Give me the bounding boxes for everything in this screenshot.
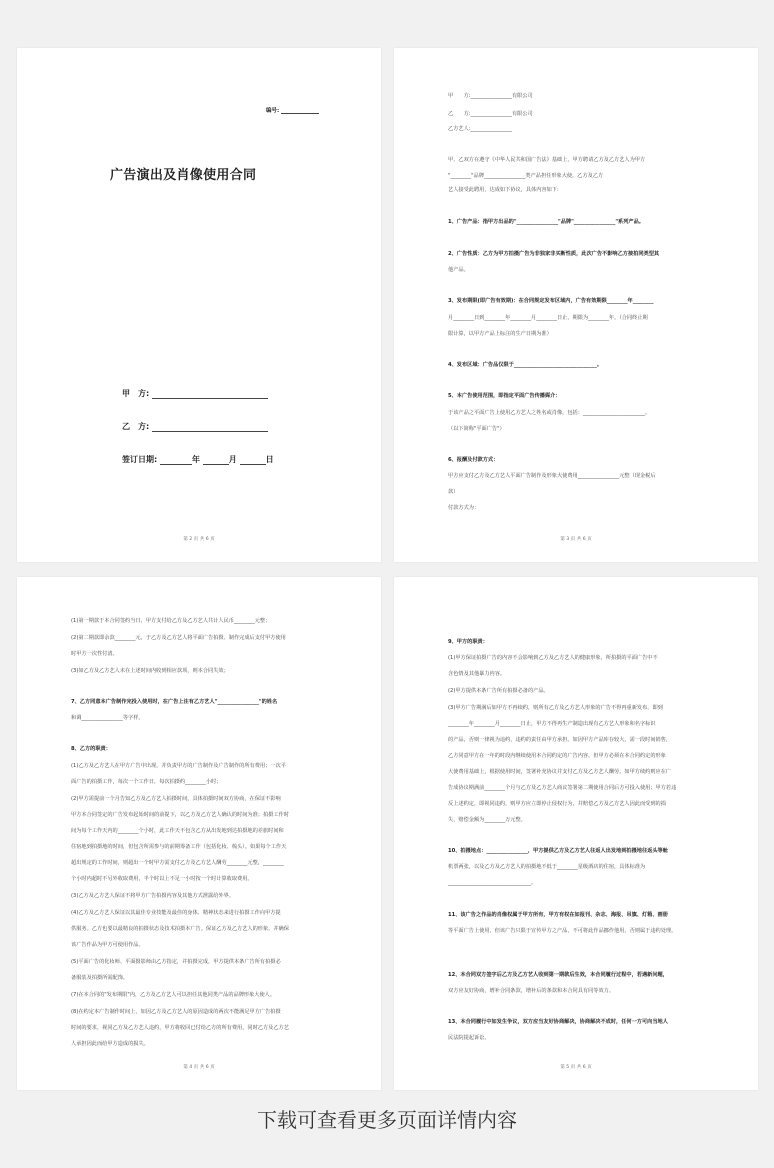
body-line: (8)在约定本广告制作时间上，如因乙方及乙方艺人的原因造成的两次不能满足甲方广告拍摄 xyxy=(71,1009,281,1015)
contract-page-3 xyxy=(394,48,758,562)
party-b-label: 乙 方: xyxy=(122,422,150,431)
body-line: (2)甲方需提前一个月告知乙方及乙方艺人拍摄时间，具体拍摄时间双方协商，在保证不影响 xyxy=(71,796,281,802)
body-line: 供服务。乙方也要以最精良的拍摄状态及技术拍摄本广告。保证乙方及乙方艺人的形象，并确保 xyxy=(71,926,289,932)
body-line: ________________________________。 xyxy=(448,880,537,886)
body-line: 告成协议期满前________个月与乙方及乙方艺人商议签署第二期使用合同后方可投入使用；甲方若违 xyxy=(448,785,677,791)
body-line: 住宿地到拍摄地的时间，但包含所需参与的前期筹备工作（包括化妆、梳头）。如果每个工作天 xyxy=(71,844,287,850)
body-line: 1、广告产品：指甲方出品的"________________"品牌"________________"系列产品。 xyxy=(448,219,644,225)
body-line: 超出规定的工作时间，则超出一个时甲方需支付乙方及乙方艺人酬劳________元整，________ xyxy=(71,860,284,866)
contract-number-label: 编号: xyxy=(266,108,280,114)
month-label: 月 xyxy=(228,455,237,464)
body-line: (2)第二期款即余款________元，于乙方及乙方艺人将平面广告拍摄、制作完成后支付甲方使用 xyxy=(71,635,286,641)
body-line: (1)甲方保证拍摄广告的内容不会影响到乙方及乙方艺人的健康形象，所拍摄的平面广告中不 xyxy=(448,655,658,661)
body-line: ________年________月________日止，甲方不得再生产制造出现有乙方艺人形象和名字标识 xyxy=(448,721,656,727)
body-line: (5)平面广告的化妆师、平面摄影师由乙方指定，并拍摄完成，甲方提供本条广告所有拍摄必 xyxy=(71,959,281,965)
body-line: 3、发布期限(即广告有效期)：在合同规定发布区域内，广告有效期限________年________ xyxy=(448,298,654,304)
body-line: 反上述约定，即视同违约，则甲方应立即停止侵权行为，并赔偿乙方及乙方艺人因此而受到的损 xyxy=(448,801,666,807)
body-line: 时间的要求，视同乙方及乙方艺人违约，甲方将收回已付给乙方的所有费用，同时乙方及乙方艺 xyxy=(71,1025,289,1031)
body-line: 6、报酬及付款方式： xyxy=(448,457,499,463)
body-line: 乙方同意甲方在一年的时段内继续使用本合同约定的广告内容，但甲方必须在本合同约定的形象 xyxy=(448,753,666,759)
body-line: 限计算，以甲方产品上标注的生产日期为准） xyxy=(448,331,552,337)
body-line: 7、乙方同意本广告制作完投入使用时，在广告上注有乙方艺人"________________"的姓名 xyxy=(71,699,278,705)
cover-page xyxy=(17,48,381,562)
contract-page-4 xyxy=(17,577,381,1090)
body-line: 于该产品之平面广告上使用乙方艺人之姓名或肖像，包括：________________________。 xyxy=(448,410,651,416)
body-line: 甲、乙双方在遵守《中华人民共和国广告法》基础上，甲方聘请乙方及乙方艺人为甲方 xyxy=(448,157,646,163)
body-line: "________"品牌________________类产品担任形象大使，乙方及乙方 xyxy=(448,173,604,179)
body-line: (3)如乙方及乙方艺人未在上述时间内收到相应款项，则本合同失效； xyxy=(71,668,229,674)
body-line: 人承担因此而给甲方造成的损失。 xyxy=(71,1041,149,1047)
year-label: 年 xyxy=(192,455,200,464)
body-line: （以下简称"平面广告"） xyxy=(448,426,505,432)
body-line: 艺人接受此聘用，达成如下协议，具体内容如下: xyxy=(448,187,559,193)
body-line: 含色情及其他暴力内容。 xyxy=(448,671,506,677)
body-line: (1)第一期款于本合同签约当日，甲方支付给乙方及乙方艺人共计人民币________元整； xyxy=(71,618,271,624)
body-line: 机票两张，以及乙方及乙方艺人的拍摄地不低于________星级酒店的住宿，具体标准为 xyxy=(448,864,646,870)
sign-date xyxy=(122,454,274,465)
contract-page-5 xyxy=(394,577,758,1090)
body-line: 他产品。 xyxy=(448,267,469,273)
body-line: 面广告的拍摄工作，每次一个工作日，每次拍摄约________小时； xyxy=(71,779,222,785)
body-line: 甲方应支付乙方及乙方艺人平面广告制作及形象大使费用________________元整（现金税后 xyxy=(448,473,656,479)
body-line: 双方应友好协商，增补合同条款，增补后的条款和本合同具有同等效力。 xyxy=(448,988,615,994)
body-line: 和调________________等字样。 xyxy=(71,715,144,721)
body-line: 大使费用基础上，根据使用时间，签署补充协议并支付乙方及乙方艺人酬劳。如甲方续约则应在广 xyxy=(448,769,672,775)
body-line: 2、广告性质：乙方为甲方拍摄广告为非独家非买断性质，此次广告不影响乙方接拍同类型其 xyxy=(448,251,660,257)
body-line: (7)在本合同的"发布期限"内，乙方及乙方艺人可以担任其他同类产品的品牌形象大使人。 xyxy=(71,992,276,998)
body-line: 间为每个工作天内的________个小时，此工作天不包含乙方从出发地到达拍摄地的差旅时间和 xyxy=(71,828,284,834)
body-line: 等平面广告上使用，但该广告只限于宣传甲方之产品，不可将此作品挪作他用，否则属于违约处理。 xyxy=(448,928,677,934)
body-line: 款） xyxy=(448,489,459,495)
body-line: 个小时内超时不另外收取费用，半个时以上不足一小时按一个时计算收取费用。 xyxy=(71,876,253,882)
body-line: 11、该广告之作品的肖像权属于甲方所有，甲方有权在如报刊、杂志、海报、吊旗、灯箱、画册 xyxy=(448,912,668,918)
body-line: 乙 方:________________有限公司 xyxy=(448,111,533,117)
body-line: (4)乙方及乙方艺人保证以其最佳专业技能及最佳的身体、精神状态来进行拍摄工作向甲方提 xyxy=(71,910,281,916)
body-line: 10、拍摄地点：________________，甲方提供乙方及乙方艺人往返人出发地到拍摄地往返头等舱 xyxy=(448,848,668,854)
body-line: 13、本合同履行中如发生争议，双方应当友好协商解决，协商解决不成时，任何一方可向当地人 xyxy=(448,1019,668,1025)
body-line: (2)甲方提供本条广告所有拍摄必备的产品。 xyxy=(448,688,549,694)
body-line: 失，赔偿金额为________万元整。 xyxy=(448,817,526,823)
body-line: 该广告作品为甲方可使用作品。 xyxy=(71,942,144,948)
body-line: 4、发布区域：广告品仅限于________________________________。 xyxy=(448,362,603,368)
sign-date-label: 签订日期: xyxy=(122,455,158,464)
body-line: (1)乙方及乙方艺人在甲方广告中出现，并负责甲方的广告制作及广告制作的所有费用；一次平 xyxy=(71,763,286,769)
body-line: 9、甲方的职责： xyxy=(448,639,488,645)
party-a-label: 甲 方: xyxy=(122,389,150,398)
page-footer: 第 5 页 共 6 页 xyxy=(560,1065,592,1070)
party-a-signature xyxy=(122,388,268,399)
body-line: 民法院提起诉讼。 xyxy=(448,1035,490,1041)
body-line: 甲 方:________________有限公司 xyxy=(448,93,533,99)
contract-number-field xyxy=(266,105,319,114)
body-line: (3)乙方及乙方艺人保证不将甲方广告拍摄内容及其他方式泄露给外界。 xyxy=(71,893,234,899)
download-caption: 下载可查看更多页面详情内容 xyxy=(257,1108,517,1132)
body-line: 甲方本合同签定的广告发布起始时间的前提下，以乙方及乙方艺人确认的时间为准；拍摄工作时 xyxy=(71,812,289,818)
body-line: 8、乙方的职责： xyxy=(71,746,111,752)
body-line: 5、本广告使用范围，即指定平面广告传播媒介： xyxy=(448,393,561,399)
page-footer: 第 4 页 共 6 页 xyxy=(183,1065,215,1070)
body-line: 备服装及拍摄所需配饰。 xyxy=(71,975,129,981)
body-line: 12、本合同双方签字后乙方及乙方艺人收到第一期款后生效，本合同履行过程中，若遇新问题， xyxy=(448,972,668,978)
contract-title: 广告演出及肖像使用合同 xyxy=(110,168,257,183)
body-line: 付款方式为： xyxy=(448,505,480,511)
page-footer: 第 3 页 共 6 页 xyxy=(560,537,592,542)
page-footer: 第 2 页 共 6 页 xyxy=(183,537,215,542)
body-line: 乙方艺人:________________ xyxy=(448,126,512,132)
body-line: 的产品，否则一律视为违约，违约的责任由甲方承担。如因甲方产品库存较大，需一段时间销售， xyxy=(448,737,672,743)
party-b-signature xyxy=(122,421,268,432)
body-line: (3)甲方广告期满后如甲方不再续约，则所有乙方及乙方艺人形象的广告不得再重新发布，即到 xyxy=(448,705,663,711)
day-label: 日 xyxy=(265,455,274,464)
body-line: 时甲方一次性付清。 xyxy=(71,651,118,657)
body-line: 月________日到________年________月________日止，期限为________年。（合同终止期 xyxy=(448,315,648,321)
